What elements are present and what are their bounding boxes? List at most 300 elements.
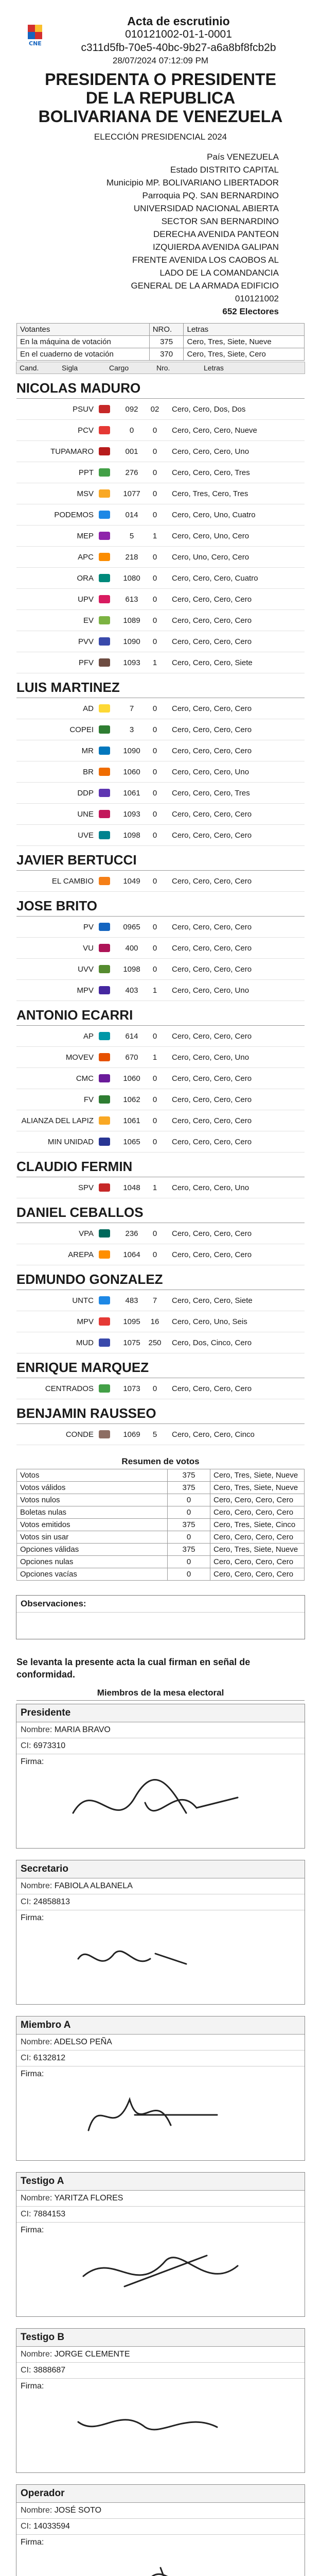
candidates-list <box>6 377 315 1445</box>
resumen-label: Boletas nulas <box>17 1506 168 1519</box>
party-letras: Cero, Cero, Cero, Cero <box>172 595 252 604</box>
table-row <box>17 1568 305 1581</box>
resumen-label: Votos nulos <box>17 1494 168 1506</box>
party-sigla: PCV <box>78 426 94 435</box>
firma-text: Firma <box>21 2382 42 2391</box>
resumen-nro: 375 <box>168 1469 210 1482</box>
party-logo-icon <box>99 658 110 667</box>
resumen-letras: Cero, Tres, Siete, Nueve <box>210 1544 305 1556</box>
table-row <box>17 1519 305 1531</box>
party-row <box>16 1311 305 1332</box>
party-sigla: FV <box>83 1095 94 1104</box>
member-ci-line: CI: 7884153 <box>16 2207 305 2223</box>
member-name: FABIOLA ALBANELA <box>54 1882 133 1890</box>
party-sigla: ALIANZA DEL LAPIZ <box>21 1116 94 1125</box>
firma-text: Firma <box>21 2226 42 2234</box>
party-logo-icon <box>99 1183 110 1192</box>
party-logo-icon <box>99 447 110 455</box>
party-logo-icon <box>99 986 110 994</box>
mesa-title: Miembros de la mesa electoral <box>16 1688 305 1701</box>
member-block <box>16 1704 305 1849</box>
party-row <box>16 441 305 462</box>
cne-logo <box>26 20 50 46</box>
member-name-line: Nombre: JOSÉ SOTO <box>16 2503 305 2519</box>
candidate-name: LUIS MARTINEZ <box>16 676 305 698</box>
resumen-nro: 0 <box>168 1568 210 1581</box>
party-logo-icon <box>99 1430 110 1438</box>
party-logo-icon <box>99 1053 110 1061</box>
party-logo-icon <box>99 923 110 931</box>
party-logo-icon <box>99 1338 110 1347</box>
member-name: ADELSO PEÑA <box>53 2038 112 2046</box>
party-votes: 218 <box>125 552 138 562</box>
votantes-label: En la máquina de votación <box>17 336 150 348</box>
party-flag: 0 <box>152 831 157 840</box>
party-sigla: BR <box>83 767 94 776</box>
party-row <box>16 980 305 1001</box>
resumen-label: Votos emitidos <box>17 1519 168 1531</box>
acta-title: Acta de escrutinio <box>127 14 230 28</box>
ci-label: CI <box>21 2366 29 2375</box>
col-letras: Letras <box>204 364 224 372</box>
party-flag: 1 <box>152 658 157 667</box>
party-votes: 1089 <box>123 616 140 625</box>
member-ci: 6132812 <box>33 2054 66 2062</box>
party-row <box>16 1244 305 1265</box>
resumen-letras: Cero, Tres, Siete, Nueve <box>210 1482 305 1494</box>
votantes-nro: 370 <box>149 348 184 361</box>
signature-stroke <box>21 2079 300 2156</box>
party-letras: Cero, Cero, Cero, Cuatro <box>172 573 258 583</box>
party-votes: 1090 <box>123 637 140 646</box>
resumen-nro: 0 <box>168 1556 210 1568</box>
party-logo-icon <box>99 965 110 973</box>
member-block <box>16 2172 305 2317</box>
candidate-name: BENJAMIN RAUSSEO <box>16 1402 305 1424</box>
party-letras: Cero, Cero, Cero, Cero <box>172 943 252 953</box>
party-letras: Cero, Cero, Cero, Cero <box>172 1031 252 1041</box>
election-name: ELECCIÓN PRESIDENCIAL 2024 <box>94 132 227 142</box>
member-name: JOSÉ SOTO <box>54 2506 102 2515</box>
party-votes: 1060 <box>123 767 140 776</box>
party-letras: Cero, Cero, Cero, Cero <box>172 809 252 819</box>
party-flag: 0 <box>152 1116 157 1125</box>
member-block <box>16 1860 305 2005</box>
party-flag: 0 <box>152 1384 157 1393</box>
resumen-nro: 0 <box>168 1506 210 1519</box>
party-votes: 1077 <box>123 489 140 498</box>
party-votes: 092 <box>125 404 138 414</box>
table-row <box>17 336 305 348</box>
table-row <box>17 1556 305 1568</box>
party-sigla: PODEMOS <box>54 510 94 519</box>
party-logo-icon <box>99 616 110 624</box>
candidate-name: ENRIQUE MARQUEZ <box>16 1357 305 1378</box>
party-letras: Cero, Tres, Cero, Tres <box>172 489 248 498</box>
acta-datetime: 28/07/2024 07:12:09 PM <box>112 56 209 65</box>
member-name-line: Nombre: JORGE CLEMENTE <box>16 2347 305 2363</box>
party-flag: 0 <box>152 876 157 886</box>
candidate-block <box>16 676 305 846</box>
col-nro: Nro. <box>156 364 170 372</box>
name-label: Nombre <box>21 2194 50 2202</box>
resumen-label: Opciones válidas <box>17 1544 168 1556</box>
party-flag: 0 <box>152 510 157 519</box>
party-logo-icon <box>99 768 110 776</box>
name-label: Nombre <box>21 2506 50 2515</box>
firma-label: Firma: <box>21 2382 44 2391</box>
party-sigla: UVV <box>78 964 94 974</box>
member-name: YARITZA FLORES <box>54 2194 123 2202</box>
address-6: GENERAL DE LA ARMADA EDIFICIO <box>131 281 279 291</box>
party-flag: 0 <box>152 468 157 477</box>
col-cand: Cand. <box>20 364 39 372</box>
resumen-label: Opciones vacías <box>17 1568 168 1581</box>
firma-text: Firma <box>21 2070 42 2078</box>
ci-label: CI <box>21 1741 29 1750</box>
party-votes: 0 <box>129 426 134 435</box>
signature-image <box>16 1923 305 2004</box>
party-sigla: UVE <box>78 831 94 840</box>
col-sigla: Sigla <box>62 364 78 372</box>
party-letras: Cero, Cero, Uno, Cuatro <box>172 510 256 519</box>
party-votes: 1090 <box>123 746 140 755</box>
resumen-table <box>16 1469 305 1581</box>
candidate-block <box>16 1357 305 1399</box>
party-flag: 1 <box>152 531 157 540</box>
party-sigla: AREPA <box>68 1250 94 1259</box>
name-label: Nombre <box>21 2038 50 2046</box>
name-label: Nombre <box>21 2350 50 2359</box>
party-votes: 1062 <box>123 1095 140 1104</box>
party-votes: 613 <box>125 595 138 604</box>
party-sigla: TUPAMARO <box>50 447 94 456</box>
resumen-nro: 375 <box>168 1482 210 1494</box>
party-row <box>16 1177 305 1198</box>
table-row <box>17 1494 305 1506</box>
party-letras: Cero, Dos, Cinco, Cero <box>172 1338 252 1347</box>
party-votes: 236 <box>125 1229 138 1238</box>
party-flag: 0 <box>152 746 157 755</box>
votantes-letras: Cero, Tres, Siete, Nueve <box>184 336 305 348</box>
party-logo-icon <box>99 1116 110 1125</box>
party-row <box>16 917 305 938</box>
party-logo-icon <box>99 405 110 413</box>
party-letras: Cero, Cero, Cero, Cero <box>172 876 252 886</box>
acta-page <box>6 0 315 2576</box>
party-letras: Cero, Cero, Cero, Cero <box>172 1095 252 1104</box>
party-logo-icon <box>99 704 110 713</box>
signature-stroke <box>21 1923 300 2000</box>
signature-image <box>16 2547 305 2576</box>
firma-label: Firma: <box>21 1757 44 1766</box>
candidate-block <box>16 1156 305 1198</box>
party-votes: 001 <box>125 447 138 456</box>
electores: 652 Electores <box>222 307 279 316</box>
table-row <box>17 348 305 361</box>
party-flag: 0 <box>152 552 157 562</box>
party-row <box>16 1068 305 1089</box>
party-letras: Cero, Cero, Uno, Seis <box>172 1317 247 1326</box>
member-name-line: Nombre: FABIOLA ALBANELA <box>16 1878 305 1894</box>
party-letras: Cero, Cero, Cero, Cero <box>172 922 252 931</box>
party-sigla: VPA <box>79 1229 94 1238</box>
party-flag: 0 <box>152 704 157 713</box>
party-letras: Cero, Cero, Cero, Cero <box>172 1116 252 1125</box>
resumen-nro: 0 <box>168 1494 210 1506</box>
party-votes: 1049 <box>123 876 140 886</box>
party-letras: Cero, Cero, Cero, Cero <box>172 964 252 974</box>
party-row <box>16 568 305 589</box>
party-sigla: MR <box>81 746 94 755</box>
party-row <box>16 1089 305 1110</box>
party-row <box>16 871 305 892</box>
party-votes: 276 <box>125 468 138 477</box>
candidate-block <box>16 895 305 1001</box>
party-sigla: CENTRADOS <box>45 1384 94 1393</box>
party-logo-icon <box>99 789 110 797</box>
party-flag: 0 <box>152 489 157 498</box>
party-row <box>16 1047 305 1068</box>
party-row <box>16 1131 305 1153</box>
resumen-nro: 375 <box>168 1544 210 1556</box>
table-row <box>17 1544 305 1556</box>
member-role: Operador <box>16 2485 305 2503</box>
party-votes: 670 <box>125 1053 138 1062</box>
party-letras: Cero, Cero, Cero, Cero <box>172 704 252 713</box>
party-flag: 0 <box>152 1031 157 1041</box>
member-ci: 3888687 <box>33 2366 66 2375</box>
party-flag: 5 <box>152 1430 157 1439</box>
signature-image <box>16 1767 305 1848</box>
party-row <box>16 610 305 631</box>
party-letras: Cero, Cero, Cero, Cero <box>172 1137 252 1146</box>
candidate-name: ANTONIO ECARRI <box>16 1004 305 1026</box>
party-sigla: PPT <box>78 468 94 477</box>
candidate-block <box>16 377 305 673</box>
party-sigla: PVV <box>78 637 94 646</box>
party-row <box>16 938 305 959</box>
party-sigla: DDP <box>77 788 94 798</box>
party-logo-icon <box>99 1032 110 1040</box>
resumen-letras: Cero, Cero, Cero, Cero <box>210 1556 305 1568</box>
party-votes: 5 <box>129 531 134 540</box>
ci-label: CI <box>21 2054 29 2062</box>
resumen-letras: Cero, Tres, Siete, Cinco <box>210 1519 305 1531</box>
party-row <box>16 1378 305 1399</box>
member-block <box>16 2016 305 2161</box>
party-logo-icon <box>99 468 110 477</box>
party-votes: 1069 <box>123 1430 140 1439</box>
signature-image <box>16 2079 305 2160</box>
parroquia: Parroquia PQ. SAN BERNARDINO <box>142 191 279 200</box>
col-cargo: Cargo <box>109 364 129 372</box>
party-votes: 483 <box>125 1296 138 1305</box>
party-row <box>16 1424 305 1445</box>
party-letras: Cero, Cero, Cero, Tres <box>172 788 250 798</box>
address-1: SECTOR SAN BERNARDINO <box>161 216 279 226</box>
party-sigla: UPV <box>78 595 94 604</box>
party-sigla: COPEI <box>69 725 94 734</box>
party-row <box>16 1110 305 1131</box>
table-row <box>17 1531 305 1544</box>
member-ci-line: CI: 3888687 <box>16 2363 305 2379</box>
party-row <box>16 1223 305 1244</box>
party-row <box>16 462 305 483</box>
resumen-label: Votos válidos <box>17 1482 168 1494</box>
party-sigla: MUD <box>76 1338 94 1347</box>
party-sigla: AD <box>83 704 94 713</box>
party-row <box>16 761 305 783</box>
signature-stroke <box>21 2547 300 2576</box>
member-role: Testigo B <box>16 2329 305 2347</box>
party-letras: Cero, Cero, Dos, Dos <box>172 404 246 414</box>
candidate-block <box>16 849 305 892</box>
member-ci-line: CI: 14033594 <box>16 2519 305 2535</box>
table-row <box>17 1506 305 1519</box>
table-row <box>17 1482 305 1494</box>
resumen-nro: 375 <box>168 1519 210 1531</box>
address-4: FRENTE AVENIDA LOS CAOBOS AL <box>132 255 279 265</box>
party-sigla: EL CAMBIO <box>51 876 94 886</box>
member-block <box>16 2328 305 2473</box>
party-row <box>16 483 305 504</box>
party-logo-icon <box>99 426 110 434</box>
centro-code: 010121002 <box>235 294 279 303</box>
party-row <box>16 804 305 825</box>
signature-image <box>16 2235 305 2316</box>
party-flag: 7 <box>152 1296 157 1305</box>
firma-label: Firma: <box>21 2226 44 2234</box>
party-logo-icon <box>99 725 110 734</box>
party-letras: Cero, Cero, Cero, Siete <box>172 658 253 667</box>
header <box>6 5 315 55</box>
party-sigla: AP <box>83 1031 94 1041</box>
party-logo-icon <box>99 877 110 885</box>
member-name-line: Nombre: YARITZA FLORES <box>16 2191 305 2207</box>
party-votes: 1075 <box>123 1338 140 1347</box>
party-logo-icon <box>99 1384 110 1393</box>
resumen-label: Votos sin usar <box>17 1531 168 1544</box>
party-logo-icon <box>99 637 110 646</box>
party-logo-icon <box>99 747 110 755</box>
resumen-title: Resumen de votos <box>121 1456 200 1466</box>
party-sigla: UNTC <box>72 1296 94 1305</box>
party-flag: 0 <box>152 426 157 435</box>
party-letras: Cero, Cero, Cero, Cero <box>172 1250 252 1259</box>
party-logo-icon <box>99 595 110 603</box>
signature-stroke <box>21 1767 300 1844</box>
party-logo-icon <box>99 1138 110 1146</box>
resumen-letras: Cero, Cero, Cero, Cero <box>210 1531 305 1544</box>
member-ci: 24858813 <box>33 1897 70 1906</box>
party-row <box>16 1026 305 1047</box>
party-row <box>16 783 305 804</box>
signature-stroke <box>21 2391 300 2468</box>
party-sigla: CMC <box>76 1074 94 1083</box>
party-flag: 0 <box>152 616 157 625</box>
observaciones-label: Observaciones: <box>16 1596 305 1613</box>
party-letras: Cero, Cero, Cero, Nueve <box>172 426 257 435</box>
resumen-letras: Cero, Cero, Cero, Cero <box>210 1568 305 1581</box>
party-votes: 1060 <box>123 1074 140 1083</box>
member-name-line: Nombre: ADELSO PEÑA <box>16 2035 305 2050</box>
party-flag: 0 <box>152 1137 157 1146</box>
table-row <box>17 1469 305 1482</box>
address-5: LADO DE LA COMANDANCIA <box>159 268 279 278</box>
party-letras: Cero, Cero, Cero, Cero <box>172 725 252 734</box>
party-letras: Cero, Cero, Cero, Siete <box>172 1296 253 1305</box>
party-row <box>16 740 305 761</box>
party-votes: 1093 <box>123 809 140 819</box>
party-flag: 0 <box>152 1250 157 1259</box>
resumen-label: Opciones nulas <box>17 1556 168 1568</box>
firma-text: Firma <box>21 1757 42 1766</box>
member-role: Miembro A <box>16 2016 305 2035</box>
party-logo-icon <box>99 831 110 839</box>
party-row <box>16 504 305 526</box>
resumen-letras: Cero, Cero, Cero, Cero <box>210 1506 305 1519</box>
party-sigla: VU <box>83 943 94 953</box>
party-row <box>16 1332 305 1353</box>
party-row <box>16 631 305 652</box>
candidate-name: EDMUNDO GONZALEZ <box>16 1268 305 1290</box>
estado: Estado DISTRITO CAPITAL <box>170 165 279 175</box>
party-flag: 0 <box>152 964 157 974</box>
candidate-name: JAVIER BERTUCCI <box>16 849 305 871</box>
municipio: Municipio MP. BOLIVARIANO LIBERTADOR <box>106 178 279 188</box>
party-row <box>16 719 305 740</box>
party-letras: Cero, Cero, Cero, Cero <box>172 1229 252 1238</box>
candidate-block <box>16 1201 305 1265</box>
signature-image <box>16 2391 305 2472</box>
party-votes: 400 <box>125 943 138 953</box>
candidate-block <box>16 1402 305 1445</box>
party-sigla: MIN UNIDAD <box>47 1137 94 1146</box>
party-flag: 1 <box>152 1183 157 1192</box>
centro: UNIVERSIDAD NACIONAL ABIERTA <box>133 204 279 213</box>
party-logo-icon <box>99 1296 110 1304</box>
party-logo-icon <box>99 944 110 952</box>
party-logo-icon <box>99 1074 110 1082</box>
ci-label: CI <box>21 2522 29 2531</box>
party-letras: Cero, Cero, Cero, Cero <box>172 1074 252 1083</box>
party-letras: Cero, Cero, Cero, Uno <box>172 1183 249 1192</box>
acta-uuid: c311d5fb-70e5-40bc-9b27-a6a8bf8fcb2b <box>81 42 276 54</box>
party-votes: 1093 <box>123 658 140 667</box>
party-sigla: MOVEV <box>65 1053 94 1062</box>
party-letras: Cero, Cero, Cero, Cero <box>172 746 252 755</box>
candidate-name: DANIEL CEBALLOS <box>16 1201 305 1223</box>
address-3: IZQUIERDA AVENIDA GALIPAN <box>153 242 279 252</box>
party-flag: 1 <box>152 986 157 995</box>
party-flag: 0 <box>152 1074 157 1083</box>
firma-label: Firma: <box>21 1913 44 1922</box>
party-row <box>16 589 305 610</box>
candidate-name: NICOLAS MADURO <box>16 377 305 399</box>
party-votes: 0965 <box>123 922 140 931</box>
party-votes: 1095 <box>123 1317 140 1326</box>
party-flag: 0 <box>152 1095 157 1104</box>
votantes-header: Votantes <box>17 324 150 336</box>
members-list <box>6 1704 315 2576</box>
party-votes: 7 <box>129 704 134 713</box>
party-flag: 0 <box>152 725 157 734</box>
party-letras: Cero, Cero, Cero, Cinco <box>172 1430 255 1439</box>
votantes-letras: Cero, Tres, Siete, Cero <box>184 348 305 361</box>
party-flag: 0 <box>152 809 157 819</box>
party-votes: 1098 <box>123 964 140 974</box>
